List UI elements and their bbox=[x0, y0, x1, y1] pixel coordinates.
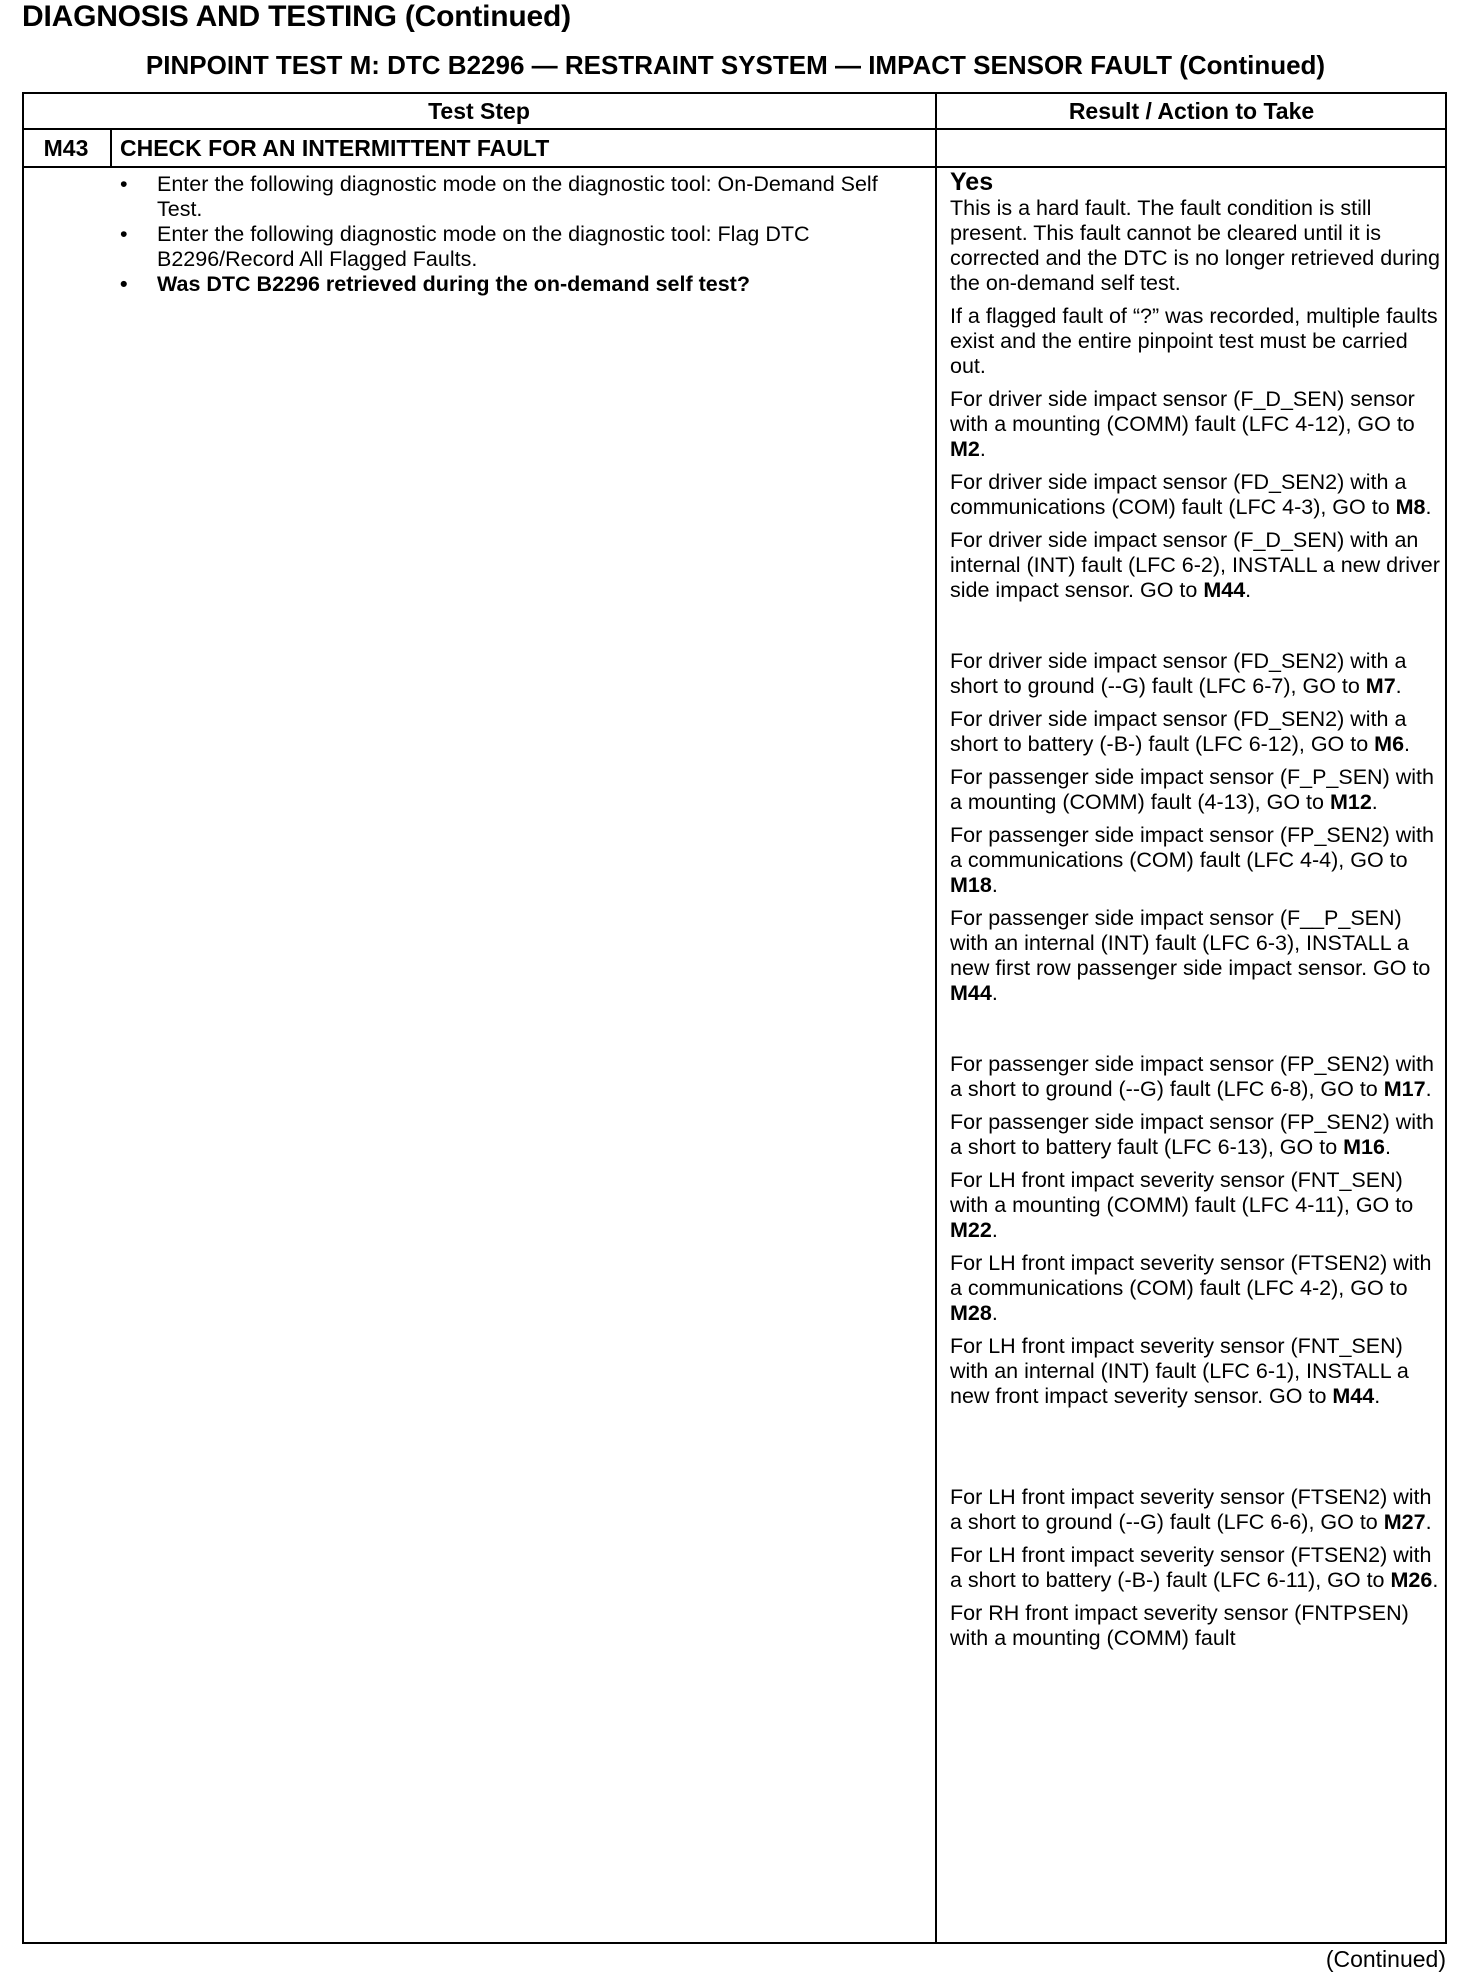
result-item bbox=[950, 707, 1440, 757]
result-text: For RH front impact severity sensor (FNTPSEN) with a mounting (COMM) fault bbox=[950, 1601, 1409, 1650]
result-item bbox=[950, 528, 1440, 603]
goto-step-reference: M8 bbox=[1395, 495, 1426, 519]
result-text: For passenger side impact sensor (F__P_SEN) with an internal (INT) fault (LFC 6-3), INSTALL a new first row passenger side impact sensor. GO to bbox=[950, 906, 1431, 980]
result-suffix: . bbox=[991, 1218, 998, 1242]
goto-step-reference: M44 bbox=[950, 981, 992, 1005]
result-text: For driver side impact sensor (F_D_SEN) sensor with a mounting (COMM) fault (LFC 4-12), GO to bbox=[950, 387, 1415, 436]
step-id-divider bbox=[110, 128, 112, 166]
goto-step-reference: M28 bbox=[950, 1301, 992, 1325]
goto-step-reference: M44 bbox=[1203, 578, 1246, 602]
result-item bbox=[950, 1110, 1440, 1160]
result-item bbox=[950, 765, 1440, 815]
result-text: For LH front impact severity sensor (FTSEN2) with a communications (COM) fault (LFC 4-2), GO to bbox=[950, 1251, 1432, 1300]
table-title: PINPOINT TEST M: DTC B2296 — RESTRAINT SYSTEM — IMPACT SENSOR FAULT (Continued) bbox=[145, 50, 1326, 80]
result-suffix: . bbox=[1425, 1077, 1432, 1101]
result-text: For LH front impact severity sensor (FNT_SEN) with a mounting (COMM) fault (LFC 4-11), GO to bbox=[950, 1168, 1414, 1217]
result-item bbox=[950, 1543, 1440, 1593]
result-item bbox=[950, 1052, 1440, 1102]
result-suffix: . bbox=[1384, 1135, 1391, 1159]
result-text: For passenger side impact sensor (F_P_SEN) with a mounting (COMM) fault (4-13), GO to bbox=[950, 765, 1434, 814]
result-text: For driver side impact sensor (FD_SEN2) with a short to ground (--G) fault (LFC 6-7), GO to bbox=[950, 649, 1407, 698]
result-item bbox=[950, 1334, 1440, 1409]
result-item bbox=[950, 906, 1440, 1006]
result-suffix: . bbox=[1374, 1384, 1381, 1408]
result-item bbox=[950, 470, 1440, 520]
test-step-list bbox=[112, 172, 912, 297]
test-step-item: • Enter the following diagnostic mode on the diagnostic tool: On-Demand Self Test. bbox=[112, 172, 912, 222]
test-step-item: • Enter the following diagnostic mode on the diagnostic tool: Flag DTC B2296/Record All Flagged Faults. bbox=[112, 222, 912, 272]
result-text: If a flagged fault of “?” was recorded, multiple faults exist and the entire pinpoint test must be carried out. bbox=[950, 304, 1438, 378]
result-suffix: . bbox=[1432, 1568, 1439, 1592]
result-text: For LH front impact severity sensor (FTSEN2) with a short to battery (-B-) fault (LFC 6-11), GO to bbox=[950, 1543, 1432, 1592]
column-divider bbox=[935, 92, 937, 1944]
result-suffix: . bbox=[1395, 674, 1402, 698]
step-row-divider bbox=[22, 166, 936, 168]
result-spacer bbox=[950, 1417, 1440, 1485]
result-item bbox=[950, 387, 1440, 462]
step-title: CHECK FOR AN INTERMITTENT FAULT bbox=[120, 135, 550, 161]
goto-step-reference: M6 bbox=[1374, 732, 1405, 756]
goto-step-reference: M16 bbox=[1343, 1135, 1385, 1159]
result-suffix: . bbox=[1245, 578, 1252, 602]
step-id: M43 bbox=[43, 135, 89, 161]
result-item bbox=[950, 1251, 1440, 1326]
goto-step-reference: M2 bbox=[950, 437, 980, 461]
result-suffix: . bbox=[1425, 1510, 1432, 1534]
result-item bbox=[950, 649, 1440, 699]
result-item bbox=[950, 1601, 1440, 1651]
result-text: For driver side impact sensor (FD_SEN2) with a short to battery (-B-) fault (LFC 6-12), GO to bbox=[950, 707, 1407, 756]
result-spacer bbox=[950, 611, 1440, 649]
goto-step-reference: M7 bbox=[1365, 674, 1396, 698]
goto-step-reference: M22 bbox=[950, 1218, 992, 1242]
result-suffix: . bbox=[991, 1301, 998, 1325]
result-suffix: . bbox=[991, 873, 998, 897]
goto-step-reference: M18 bbox=[950, 873, 992, 897]
result-suffix: . bbox=[1404, 732, 1411, 756]
result-text: For passenger side impact sensor (FP_SEN2) with a communications (COM) fault (LFC 4-4), GO to bbox=[950, 823, 1434, 872]
column-header-test-step: Test Step bbox=[428, 98, 530, 124]
result-text: For passenger side impact sensor (FP_SEN2) with a short to ground (--G) fault (LFC 6-8), GO to bbox=[950, 1052, 1434, 1101]
result-spacer bbox=[950, 1014, 1440, 1052]
result-text: For driver side impact sensor (F_D_SEN) with an internal (INT) fault (LFC 6-2), INSTALL a new driver side impact sensor. GO to bbox=[950, 528, 1440, 602]
result-item bbox=[950, 196, 1440, 296]
goto-step-reference: M26 bbox=[1390, 1568, 1433, 1592]
result-suffix: . bbox=[991, 981, 998, 1005]
goto-step-reference: M17 bbox=[1383, 1077, 1426, 1101]
result-text: This is a hard fault. The fault condition is still present. This fault cannot be cleared until it is corrected and the DTC is no longer retrieved during the on-demand self test. bbox=[950, 196, 1440, 295]
page-heading: DIAGNOSIS AND TESTING (Continued) bbox=[22, 0, 571, 33]
result-yes-label: Yes bbox=[950, 168, 994, 196]
goto-step-reference: M44 bbox=[1332, 1384, 1375, 1408]
goto-step-reference: M12 bbox=[1329, 790, 1372, 814]
result-column bbox=[950, 168, 1440, 1659]
result-text: For LH front impact severity sensor (FNT_SEN) with an internal (INT) fault (LFC 6-1), INSTALL a new front impact severity sensor. GO to bbox=[950, 1334, 1409, 1408]
column-header-result: Result / Action to Take bbox=[1068, 98, 1315, 124]
result-text: For LH front impact severity sensor (FTSEN2) with a short to ground (--G) fault (LFC 6-6), GO to bbox=[950, 1485, 1432, 1534]
result-text: For driver side impact sensor (FD_SEN2) with a communications (COM) fault (LFC 4-3), GO to bbox=[950, 470, 1407, 519]
goto-step-reference: M27 bbox=[1383, 1510, 1426, 1534]
result-item bbox=[950, 1168, 1440, 1243]
result-suffix: . bbox=[1371, 790, 1378, 814]
result-suffix: . bbox=[979, 437, 986, 461]
result-suffix: . bbox=[1425, 495, 1432, 519]
continued-label: (Continued) bbox=[1325, 1946, 1446, 1972]
result-item bbox=[950, 823, 1440, 898]
result-text: For passenger side impact sensor (FP_SEN2) with a short to battery fault (LFC 6-13), GO to bbox=[950, 1110, 1434, 1159]
test-step-item: • Was DTC B2296 retrieved during the on-demand self test? bbox=[112, 272, 912, 297]
result-item bbox=[950, 1485, 1440, 1535]
result-item bbox=[950, 304, 1440, 379]
